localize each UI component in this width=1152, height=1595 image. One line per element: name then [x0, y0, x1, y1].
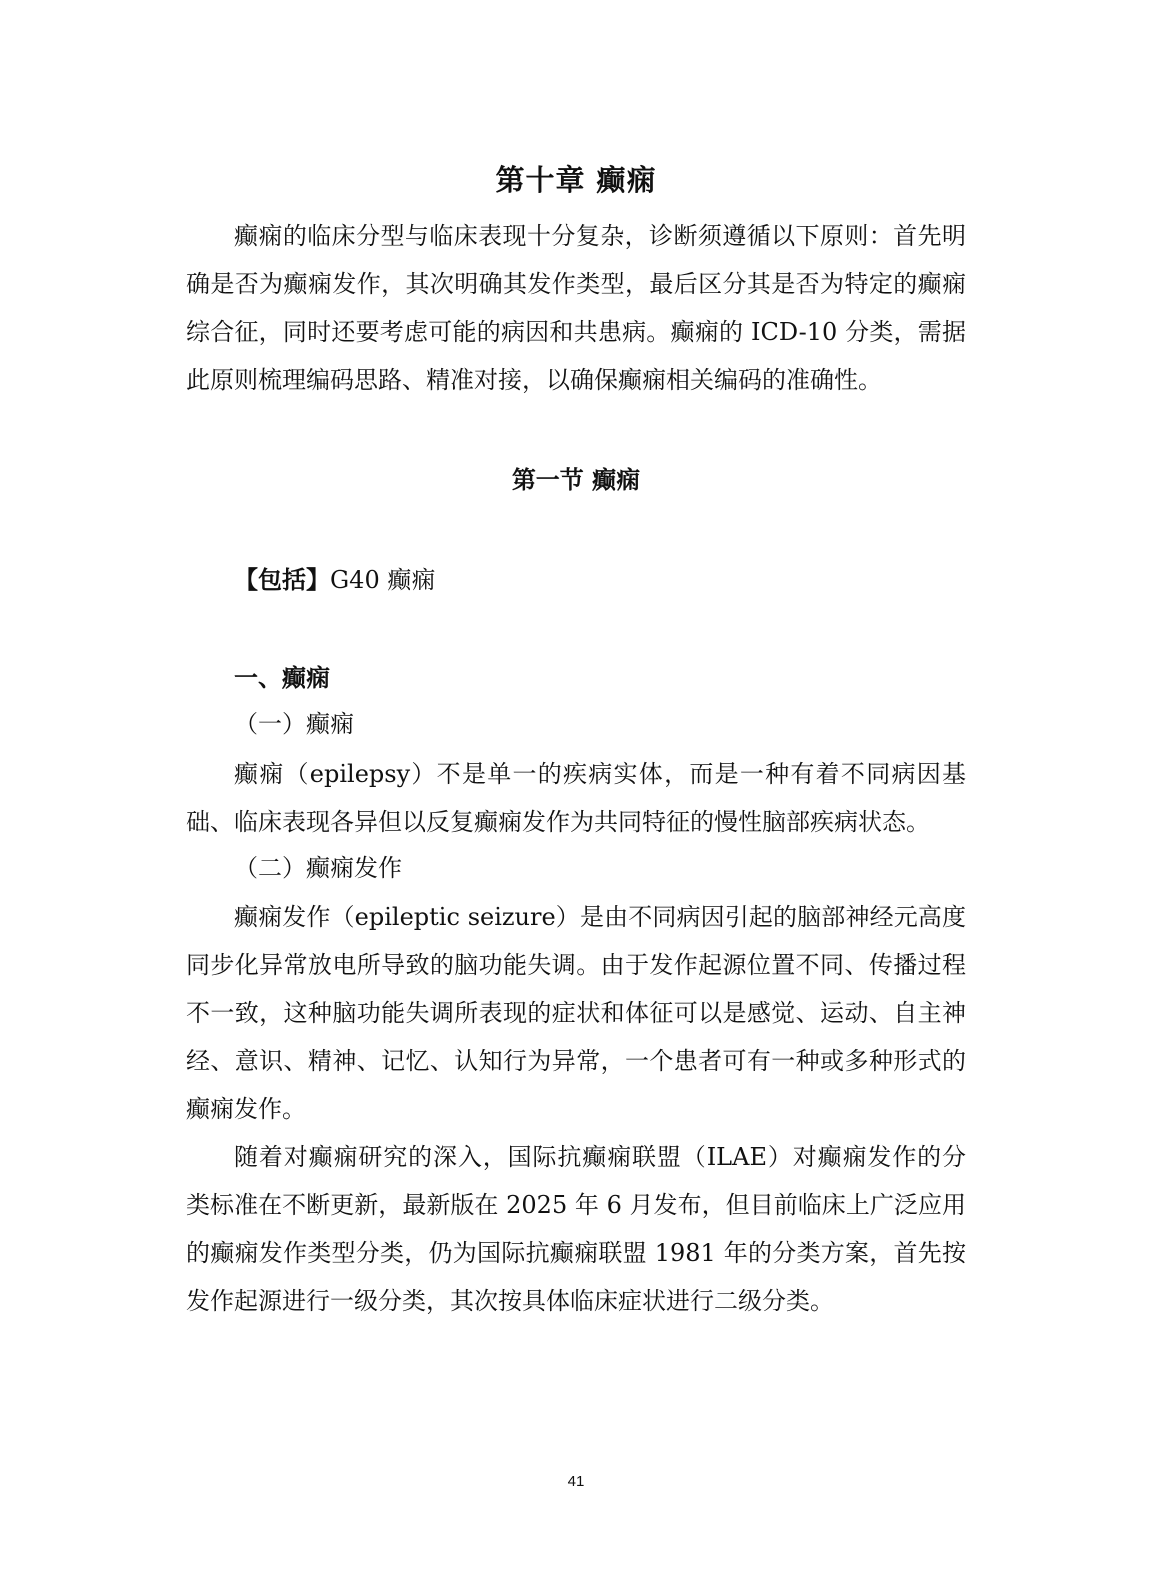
sub2-text2-block — [186, 1133, 966, 1325]
page-number: 41 — [567, 1473, 585, 1490]
chapter-title: 第十章 癫痫 — [495, 163, 657, 197]
chapter-intro-paragraph: 癫痫的临床分型与临床表现十分复杂，诊断须遵循以下原则：首先明确是否为癫痫发作，其次明确其发作类型，最后区分其是否为特定的癫痫综合征，同时还要考虑可能的病因和共患病。癫痫的 ICD-10 分类，需据此原则梳理编码思路、精准对接，以确保癫痫相关编码的准确性。 — [186, 222, 966, 394]
part1-heading-block — [186, 660, 966, 696]
part1-heading: 一、癫痫 — [234, 663, 330, 692]
include-label: 【包括】 — [234, 565, 330, 594]
sub2-paragraph-2: 随着对癫痫研究的深入，国际抗癫痫联盟（ILAE）对癫痫发作的分类标准在不断更新，最新版在 2025 年 6 月发布，但目前临床上广泛应用的癫痫发作类型分类，仍为国际抗癫痫联盟 1981 年的分类方案，首先按发作起源进行一级分类，其次按具体临床症状进行二级分类。 — [186, 1143, 966, 1315]
include-code: G40 癫痫 — [330, 566, 436, 594]
section-title: 第一节 癫痫 — [511, 465, 641, 494]
sub1-heading: （一）癫痫 — [234, 710, 354, 738]
sub2-heading-block — [186, 850, 966, 886]
sub2-heading: （二）癫痫发作 — [234, 854, 402, 882]
sub1-text-block — [186, 750, 966, 846]
sub2-text-block — [186, 893, 966, 1133]
sub1-paragraph: 癫痫（epilepsy）不是单一的疾病实体，而是一种有着不同病因基础、临床表现各异但以反复癫痫发作为共同特征的慢性脑部疾病状态。 — [186, 760, 966, 836]
sub2-paragraph: 癫痫发作（epileptic seizure）是由不同病因引起的脑部神经元高度同步化异常放电所导致的脑功能失调。由于发作起源位置不同、传播过程不一致，这种脑功能失调所表现的症状和体征可以是感觉、运动、自主神经、意识、精神、记忆、认知行为异常，一个患者可有一种或多种形式的癫痫发作。 — [186, 903, 966, 1123]
sub1-heading-block — [186, 706, 966, 742]
include-line — [186, 562, 966, 598]
chapter-intro-block — [186, 212, 966, 404]
